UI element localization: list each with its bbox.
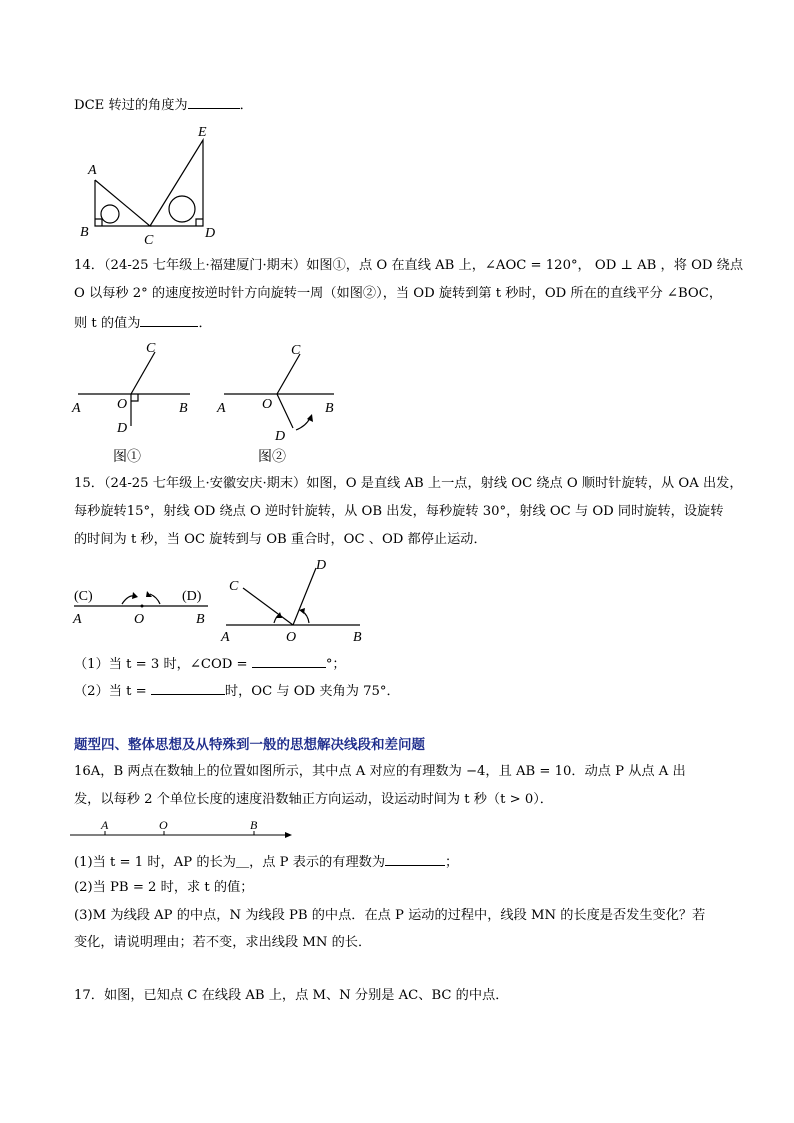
q13-end: ． (239, 98, 253, 113)
q16-sub1-blank[interactable] (385, 852, 445, 866)
fig14-right-B: B (325, 401, 334, 416)
q15-sub1-text: （1）当 t = 3 时，∠COD = (74, 657, 248, 672)
q15-sub2-end: 时，OC 与 OD 夹角为 75°． (224, 684, 400, 699)
fig15-right-C: C (229, 579, 239, 594)
q16-sub2: (2)当 PB = 2 时，求 t 的值； (74, 880, 254, 895)
fig14-left-O: O (117, 397, 128, 412)
q16-sub1-end: ； (445, 855, 459, 870)
fig15-left-D: (D) (182, 589, 202, 604)
fig14-right-C: C (291, 343, 301, 358)
q14-line2: O 以每秒 2° 的速度按逆时针方向旋转一周（如图②），当 OD 旋转到第 t 秒时，OD 所在的直线平分 ∠BOC， (74, 286, 723, 301)
q15-line2: 每秒旋转15°，射线 OD 绕点 O 逆时针旋转，从 OB 出发，每秒旋转 30°，射线 OC 与 OD 同时旋转，设旋转 (74, 504, 724, 519)
q14-line1: 14．（24-25 七年级上·福建厦门·期末）如图①，点 O 在直线 AB 上，∠AOC = 120°， OD ⊥ AB ，将 OD 绕点 (74, 258, 744, 273)
fig13-label-E: E (198, 125, 207, 140)
fig15-left-A: A (73, 612, 82, 627)
fig15-left-O: O (134, 612, 145, 627)
fig13-label-A: A (88, 163, 97, 178)
q16-line1: 16A，B 两点在数轴上的位置如图所示，其中点 A 对应的有理数为 −4，且 AB = 10．动点 P 从点 A 出 (74, 764, 686, 779)
q16-sub1-text: (1)当 t = 1 时，AP 的长为＿，点 P 表示的有理数为 (74, 855, 386, 870)
q17-line1: 17．如图，已知点 C 在线段 AB 上，点 M、N 分别是 AC、BC 的中点． (74, 988, 509, 1003)
q16-sub3b: 变化，请说明理由；若不变，求出线段 MN 的长． (74, 935, 372, 950)
fig14-right-D: D (275, 429, 286, 444)
fig13-label-C: C (144, 233, 154, 248)
fig16-axis-arrow (285, 832, 292, 838)
fig14-left-C: C (146, 341, 156, 356)
q13-tail: DCE 转过的角度为 (74, 98, 188, 113)
fig14-left-B: B (179, 401, 188, 416)
fig15-right-A: A (221, 630, 230, 645)
fig15-right-B: B (353, 630, 362, 645)
q16-sub1 (74, 852, 458, 872)
fig13-label-B: B (80, 225, 89, 240)
fig16-label-O: O (159, 818, 168, 832)
fig14-right-O: O (262, 397, 273, 412)
q16-sub3a: (3)M 为线段 AP 的中点，N 为线段 PB 的中点．在点 P 运动的过程中，线段 MN 的长度是否发生变化？若 (74, 908, 706, 923)
fig15-left-B: B (196, 612, 205, 627)
q15-line1: 15．（24-25 七年级上·安徽安庆·期末）如图，O 是直线 AB 上一点，射线 OC 绕点 O 顺时针旋转，从 OA 出发， (74, 476, 743, 491)
fig16-label-B: B (250, 818, 258, 832)
fig15-left-C: (C) (74, 589, 93, 604)
fig14-left-caption: 图① (113, 450, 141, 465)
fig14-right-A: A (217, 401, 226, 416)
fig14-left-A: A (72, 401, 81, 416)
q14-end: ． (198, 316, 212, 331)
fig14-left-D: D (117, 421, 128, 436)
q14-line3-text: 则 t 的值为 (74, 316, 141, 331)
q15-sub1-end: °； (325, 657, 346, 672)
q15-sub2-text: （2）当 t = (74, 684, 147, 699)
section4-heading: 题型四、整体思想及从特殊到一般的思想解决线段和差问题 (74, 737, 425, 753)
fig15-right-D: D (316, 558, 327, 573)
q15-line3: 的时间为 t 秒，当 OC 旋转到与 OB 重合时，OC 、OD 都停止运动． (74, 532, 487, 547)
fig16-label-A: A (101, 818, 109, 832)
fig15-right-O: O (286, 630, 297, 645)
fig13-label-D: D (205, 226, 216, 241)
fig14-right-caption: 图② (258, 450, 286, 465)
q16-line2: 发，以每秒 2 个单位长度的速度沿数轴正方向运动，设运动时间为 t 秒（t > 0）． (74, 792, 553, 807)
